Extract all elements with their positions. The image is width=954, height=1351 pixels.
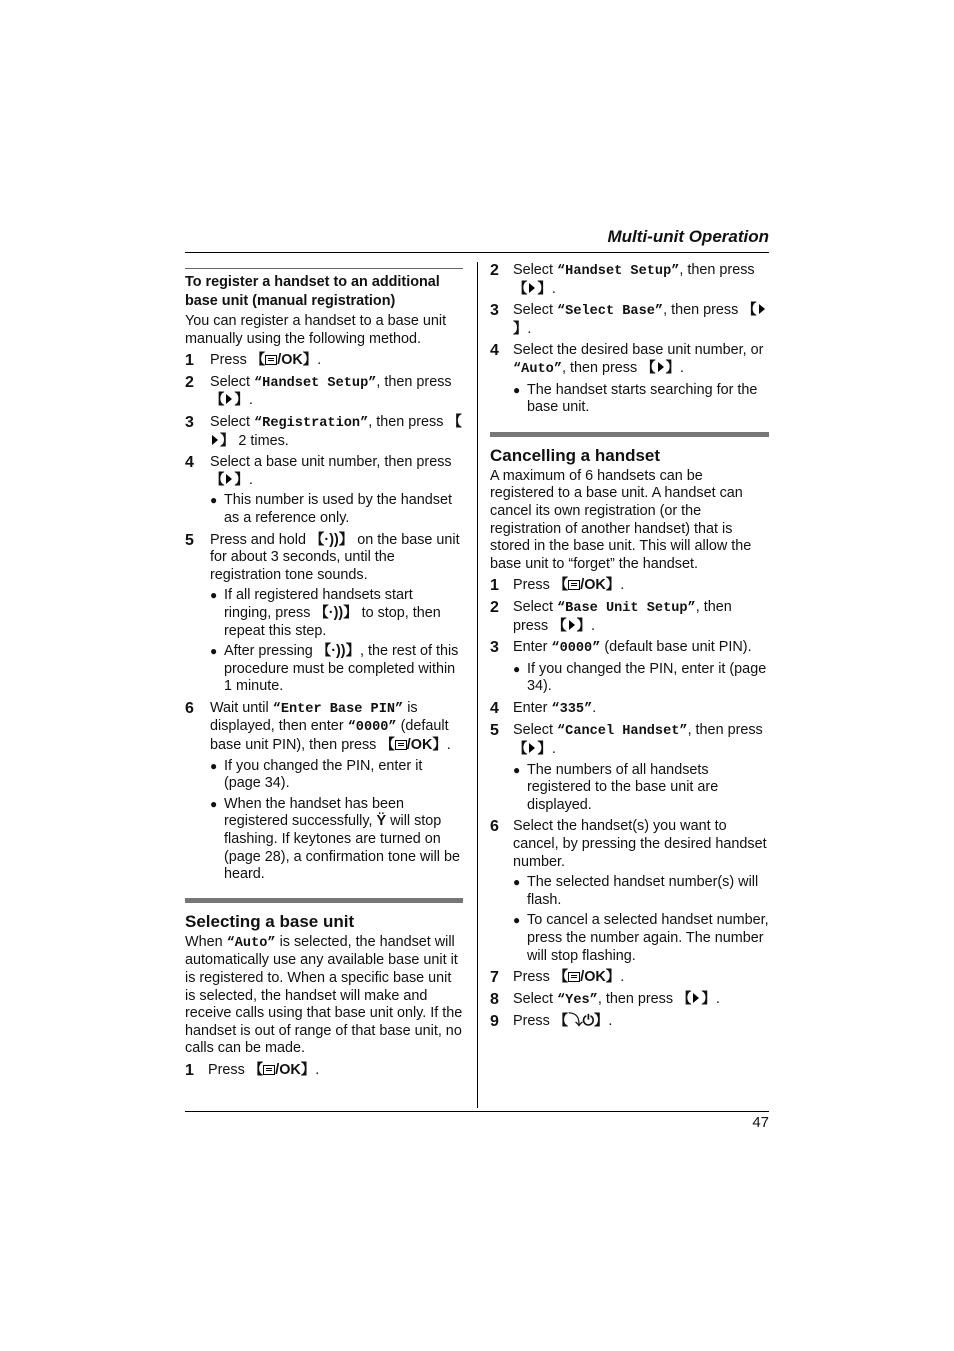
cancel-intro: A maximum of 6 handsets can be registered to a base unit. A handset can cancel its own registration (or the registration of another handset) that is stored in the base unit. This will allow the base unit to “forget” the handset. — [490, 467, 752, 572]
right-arrow-icon — [529, 283, 535, 293]
step — [185, 454, 463, 527]
step — [185, 414, 463, 450]
cancel-heading: Cancelling a handset — [490, 445, 661, 465]
step-text: Select “Cancel Handset”, then press 【 】. ● The numbers of all handsets registered to the base unit are displayed. — [513, 722, 769, 814]
menu-ok-key: 【 /OK】 — [553, 969, 621, 986]
step-text: Select “Base Unit Setup”, then press 【 】. — [513, 598, 732, 634]
bullet-item: ● If you changed the PIN, enter it (page 34). — [513, 660, 767, 695]
register-intro: You can register a handset to a base unit manually using the following method. — [185, 313, 447, 347]
bullet-icon: ● — [210, 588, 218, 603]
bullet-item: ● The selected handset number(s) will flash. — [513, 874, 759, 908]
step-text: Select “Handset Setup”, then press 【 】. — [210, 373, 452, 409]
step-text: Press and hold 【·))】 on the base unit for about 3 seconds, until the registration tone sounds. ● If all registered handsets start ringing, press 【·))】 to stop, then repeat this step. ● After pressing 【·))】, the rest of this procedure must be completed within 1 minute. — [210, 532, 463, 696]
step — [185, 374, 463, 410]
selecting-paragraph: When “Auto” is selected, the handset will automatically use any available base unit it is registered to. When a specific base unit is selected, the handset will make and receive calls using that base unit only. If the handset is out of range of that base unit, no calls can be made. — [185, 933, 463, 1057]
right-arrow-key: 【 】 — [210, 392, 249, 409]
bullet-item: ● The numbers of all handsets registered to the base unit are displayed. — [513, 761, 719, 813]
bullet-item: ● The handset starts searching for the base unit. — [513, 381, 758, 416]
step-text: Press 【 /OK】. — [513, 577, 625, 594]
step — [185, 532, 463, 696]
locator-key: 【·))】 — [316, 643, 360, 660]
off-power-icon: ⤵⏻ — [568, 1013, 594, 1030]
bullet-icon: ● — [513, 382, 521, 397]
step-text: Enter “0000” (default base unit PIN). ● If you changed the PIN, enter it (page 34). — [513, 639, 769, 696]
locator-icon: ·)) — [328, 604, 344, 621]
step-number: 2 — [185, 373, 194, 391]
step-number: 4 — [185, 454, 194, 472]
off-key: 【⤵⏻】 — [553, 1013, 609, 1030]
step-text: Select “Yes”, then press 【 】. — [513, 990, 720, 1008]
menu-ok-key: 【 /OK】 — [553, 577, 621, 594]
selecting-heading: Selecting a base unit — [185, 911, 355, 931]
right-arrow-icon — [658, 362, 664, 372]
bullet-item: ● When the handset has been registered successfully, Ÿ will stop flashing. If keytones are turned on (page 28), a confirmation tone will be heard. — [210, 795, 460, 883]
step-number: 9 — [490, 1013, 499, 1031]
right-arrow-key: 【】 — [513, 302, 767, 337]
right-arrow-icon — [226, 394, 232, 404]
register-heading: To register a handset to an additional base unit (manual registration) — [185, 274, 440, 309]
locator-icon: ·)) — [324, 531, 339, 548]
right-arrow-key: 【 】 — [552, 617, 592, 634]
step — [490, 302, 769, 338]
bullet-icon: ● — [210, 644, 218, 659]
bullet-icon: ● — [210, 758, 218, 773]
step-number: 3 — [490, 302, 499, 320]
step-number: 5 — [185, 531, 194, 549]
section-rule — [185, 268, 463, 269]
menu-icon — [265, 355, 277, 365]
right-arrow-key: 【 】 — [513, 741, 552, 758]
bullet-item: ● After pressing 【·))】, the rest of this procedure must be completed within 1 minute. — [210, 643, 459, 695]
step-text: Select the desired base unit number, or “Auto”, then press 【 】. ● The handset starts searching for the base unit. — [513, 342, 769, 416]
menu-icon — [568, 972, 580, 982]
right-arrow-key: 【 】 — [513, 280, 552, 297]
step-number: 2 — [490, 598, 499, 616]
footer-rule — [185, 1111, 769, 1112]
step-text: Wait until “Enter Base PIN” is displayed, then enter “0000” (default base unit PIN), then press 【 /OK】. ● If you changed the PIN, enter it (page 34). ● When the handset has been registered successfully, Ÿ will stop flashing. If keytones are turned on (page 28), a confirmation tone will be heard. — [210, 700, 463, 884]
column-divider — [477, 262, 478, 1108]
step-number: 1 — [185, 352, 194, 370]
step-number: 6 — [185, 699, 194, 717]
step-text: Select a base unit number, then press 【 】. ● This number is used by the handset as a reference only. — [210, 454, 463, 527]
step-text: Press 【 /OK】. — [513, 969, 625, 986]
step-text: Select “Registration”, then press 【】 2 times. — [210, 413, 462, 449]
bullet-item: ● If all registered handsets start ringing, press 【·))】 to stop, then repeat this step. — [210, 587, 441, 639]
step — [490, 700, 769, 719]
right-column — [490, 262, 769, 1031]
bullet-icon: ● — [513, 661, 521, 676]
page-header-title: Multi-unit Operation — [607, 227, 769, 246]
menu-icon — [395, 740, 407, 750]
menu-icon — [263, 1065, 275, 1075]
right-arrow-key: 【】 — [210, 414, 462, 449]
bullet-item: ● This number is used by the handset as a reference only. — [210, 492, 452, 526]
step — [185, 352, 463, 370]
step-text: Select “Select Base”, then press 【】. — [513, 302, 769, 338]
bullet-icon: ● — [513, 913, 521, 928]
right-arrow-key: 【 】 — [677, 990, 716, 1007]
bullet-item: ● To cancel a selected handset number, press the number again. The number will stop flashing. — [513, 912, 769, 964]
right-arrow-icon — [759, 304, 765, 314]
step-text: Press 【 /OK】. — [208, 1061, 320, 1078]
step-number: 2 — [490, 262, 499, 279]
right-arrow-key: 【 】 — [641, 359, 680, 376]
locator-key: 【·))】 — [314, 604, 358, 621]
right-arrow-icon — [212, 435, 218, 445]
step — [490, 818, 769, 965]
bullet-item: ● If you changed the PIN, enter it (page 34). — [210, 757, 423, 792]
section-rule — [490, 432, 769, 437]
step-number: 1 — [490, 577, 499, 595]
step — [490, 1013, 769, 1031]
step-text: Select “Handset Setup”, then press 【 】. — [513, 262, 755, 297]
step-text: Press 【⤵⏻】. — [513, 1013, 613, 1030]
step-number: 4 — [490, 342, 499, 360]
left-column — [185, 262, 463, 1080]
menu-icon — [568, 580, 580, 590]
step-text: Enter “335”. — [513, 699, 597, 717]
right-arrow-icon — [693, 993, 699, 1003]
step-number: 7 — [490, 969, 499, 987]
step-number: 6 — [490, 818, 499, 836]
signal-antenna-icon: Ÿ — [376, 813, 387, 830]
step-number: 3 — [490, 639, 499, 657]
bullet-icon: ● — [513, 762, 521, 777]
step — [185, 1062, 463, 1080]
step-text: Select the handset(s) you want to cancel, by pressing the desired handset number. ● The selected handset number(s) will flash. ● To cancel a selected handset number, press the number again. The number will stop flashing. — [513, 818, 769, 964]
step — [490, 991, 769, 1010]
page-number: 47 — [752, 1114, 769, 1131]
bullet-icon: ● — [210, 796, 218, 811]
step-number: 4 — [490, 699, 499, 717]
header-rule — [185, 252, 769, 253]
step — [490, 342, 769, 416]
step — [490, 722, 769, 814]
step — [185, 700, 463, 884]
menu-ok-key: 【 /OK】 — [250, 352, 318, 369]
step — [490, 599, 769, 635]
step-text: Press 【 /OK】. — [210, 352, 322, 369]
step — [490, 639, 769, 696]
bullet-icon: ● — [513, 875, 521, 890]
menu-ok-key: 【 /OK】 — [380, 737, 447, 754]
right-arrow-icon — [569, 620, 575, 630]
step — [490, 262, 769, 298]
section-rule — [185, 898, 463, 903]
step-number: 1 — [185, 1061, 194, 1079]
menu-ok-key: 【 /OK】 — [248, 1061, 316, 1078]
step-number: 3 — [185, 413, 194, 431]
right-arrow-icon — [529, 743, 535, 753]
step-number: 8 — [490, 990, 499, 1008]
locator-key: 【·))】 — [310, 531, 354, 548]
step — [490, 969, 769, 987]
locator-icon: ·)) — [331, 643, 346, 660]
step-number: 5 — [490, 722, 499, 740]
right-arrow-key: 【 】 — [210, 471, 249, 488]
step — [490, 577, 769, 595]
bullet-icon: ● — [210, 493, 218, 508]
right-arrow-icon — [226, 474, 232, 484]
